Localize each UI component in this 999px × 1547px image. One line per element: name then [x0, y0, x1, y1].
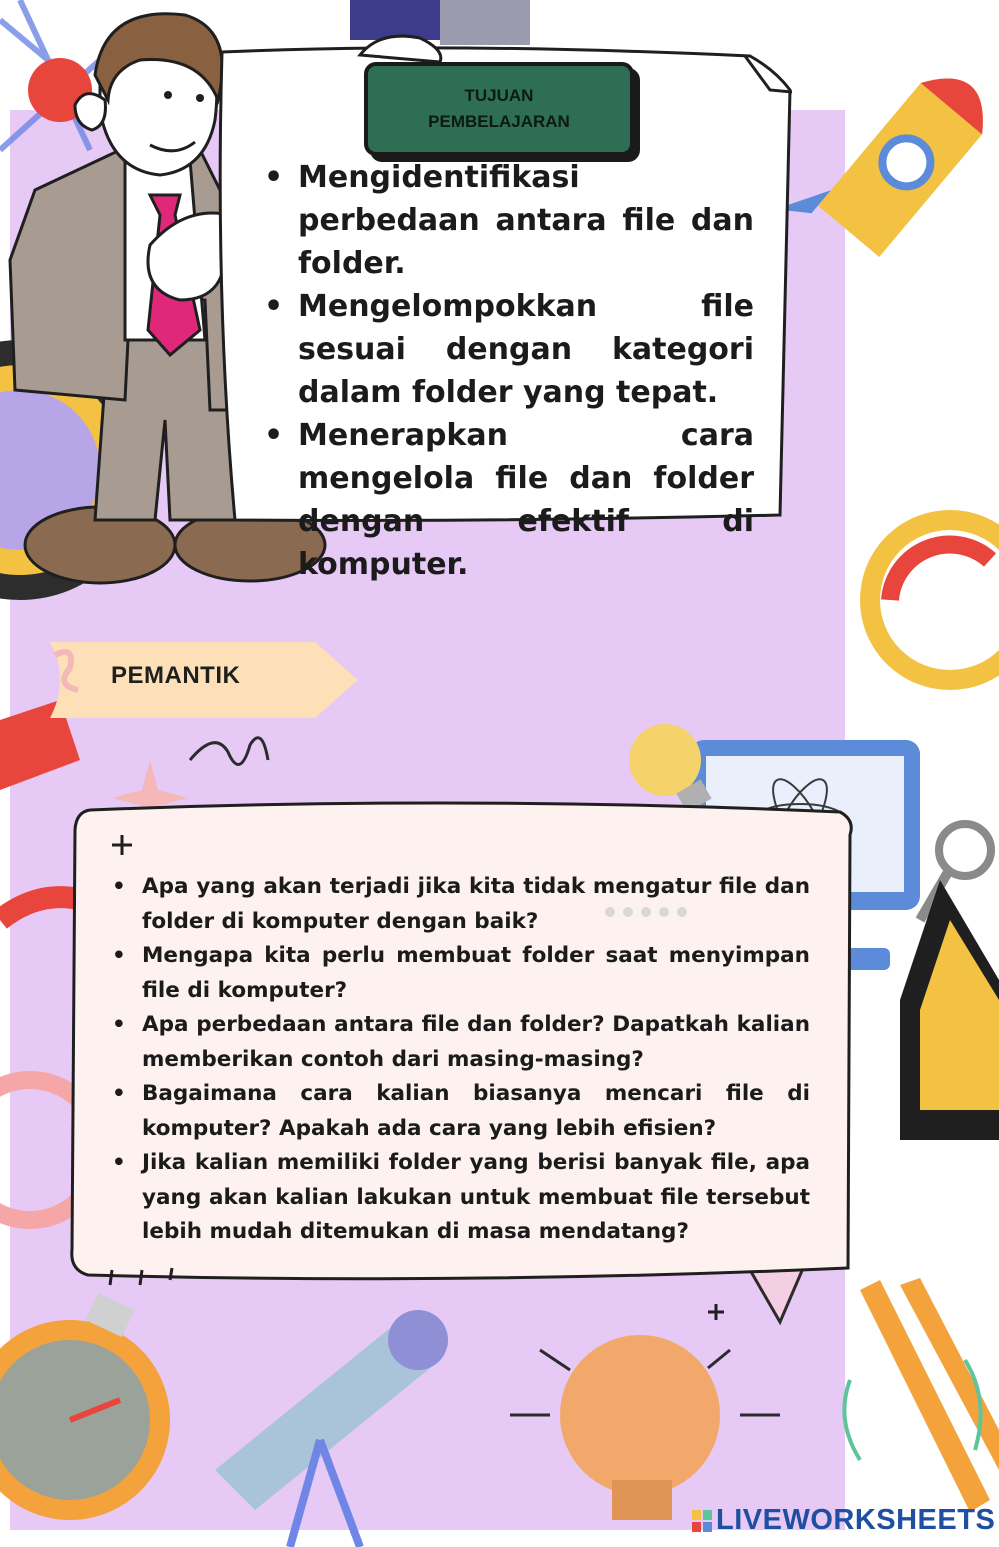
liveworksheets-logo-icon	[692, 1510, 712, 1532]
objective-item: • Menerapkan cara mengelola file dan folder dengan efektif di komputer.	[262, 414, 754, 586]
pemantik-label: PEMANTIK	[111, 662, 241, 689]
objectives-title-line1: TUJUAN	[464, 86, 534, 105]
question-item: • Apa perbedaan antara file dan folder? Dapatkah kalian memberikan contoh dari masing-masing?	[112, 1008, 810, 1077]
liveworksheets-watermark[interactable]: LIVEWORKSHEETS	[716, 1504, 996, 1536]
question-item: • Bagaimana cara kalian biasanya mencari file di komputer? Apakah ada cara yang lebih efisien?	[112, 1077, 810, 1146]
question-item: • Mengapa kita perlu membuat folder saat menyimpan file di komputer?	[112, 939, 810, 1008]
question-item: • Apa yang akan terjadi jika kita tidak mengatur file dan folder di komputer dengan baik?	[112, 870, 810, 939]
objectives-title-line2: PEMBELAJARAN	[428, 112, 570, 131]
pemantik-questions	[112, 870, 810, 1250]
objective-item: • Mengelompokkan file sesuai dengan kategori dalam folder yang tepat.	[262, 285, 754, 414]
question-item: • Jika kalian memiliki folder yang berisi banyak file, apa yang akan kalian lakukan untuk membuat file tersebut lebih mudah ditemukan di masa mendatang?	[112, 1146, 810, 1250]
objective-item: • Mengidentifikasi perbedaan antara file dan folder.	[262, 156, 754, 285]
